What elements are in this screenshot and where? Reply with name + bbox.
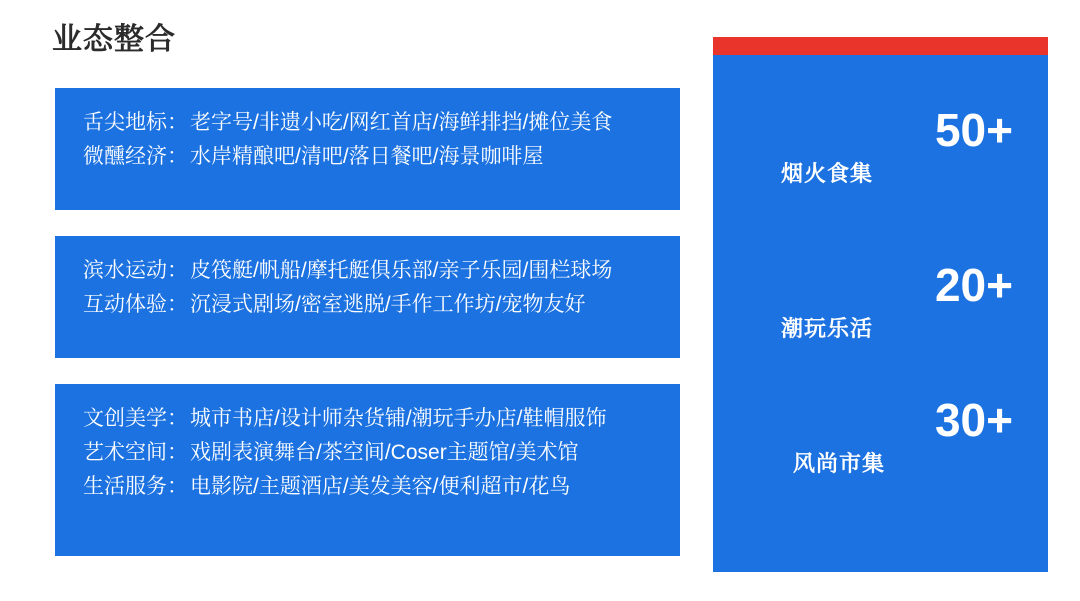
category-row-value: 城市书店/设计师杂货铺/潮玩手办店/鞋帽服饰 — [190, 407, 607, 430]
category-row — [83, 288, 652, 322]
category-row-value: 戏剧表演舞台/茶空间/Coser主题馆/美术馆 — [190, 441, 579, 465]
stat-label: 风尚市集 — [793, 451, 886, 476]
category-row — [83, 106, 652, 140]
category-row — [83, 436, 652, 470]
stat-number: 20+ — [934, 259, 1013, 311]
stat-item — [713, 259, 1048, 412]
stat-label: 烟火食集 — [781, 161, 874, 186]
stat-item — [713, 104, 1048, 257]
category-row-label: 滨水运动 — [83, 259, 167, 282]
category-row-separator: ： — [167, 293, 188, 317]
stat-item — [713, 394, 1048, 547]
category-row-value: 老字号/非遗小吃/网红首店/海鲜排挡/摊位美食 — [190, 111, 613, 134]
category-row-value: 皮筏艇/帆船/摩托艇俱乐部/亲子乐园/围栏球场 — [190, 259, 613, 282]
category-row-separator: ： — [167, 259, 188, 282]
category-row — [83, 402, 652, 436]
category-row-separator: ： — [167, 111, 188, 134]
stat-label: 潮玩乐活 — [781, 316, 874, 341]
category-row-separator: ： — [167, 441, 188, 465]
category-row-value: 电影院/主题酒店/美发美容/便利超市/花鸟 — [190, 475, 571, 499]
category-row-label: 文创美学 — [83, 407, 167, 430]
category-row-separator: ： — [167, 145, 188, 169]
stat-number: 30+ — [934, 394, 1013, 446]
category-row-label: 互动体验 — [83, 293, 167, 317]
category-row-separator: ： — [167, 407, 188, 430]
stat-number: 50+ — [934, 104, 1013, 156]
category-row — [83, 140, 652, 174]
category-row-value: 水岸精酿吧/清吧/落日餐吧/海景咖啡屋 — [190, 145, 544, 169]
category-block — [55, 384, 680, 556]
stats-panel-accent-bar — [713, 37, 1048, 55]
category-row-separator: ： — [167, 475, 188, 499]
page-title: 业态整合 — [52, 23, 176, 56]
category-row — [83, 470, 652, 504]
category-row-label: 生活服务 — [83, 475, 167, 499]
category-row-label: 微醺经济 — [83, 145, 167, 169]
category-row — [83, 254, 652, 288]
category-row-label: 艺术空间 — [83, 441, 167, 465]
category-block — [55, 88, 680, 210]
category-row-value: 沉浸式剧场/密室逃脱/手作工作坊/宠物友好 — [190, 293, 586, 317]
stats-panel — [713, 37, 1048, 572]
categories-column — [55, 88, 680, 582]
category-row-label: 舌尖地标 — [83, 111, 167, 134]
category-block — [55, 236, 680, 358]
